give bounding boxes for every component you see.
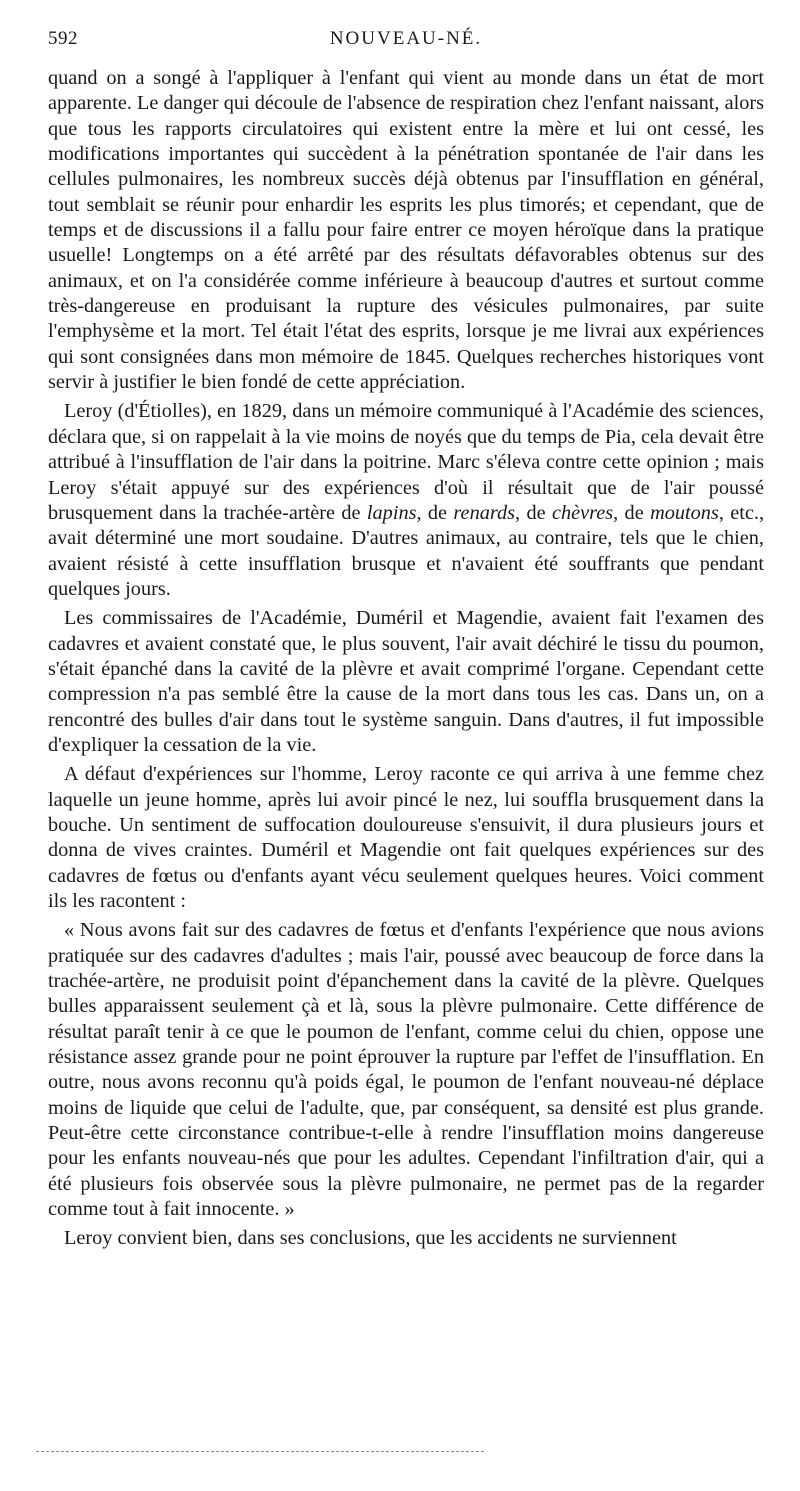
separator: , de xyxy=(515,501,552,524)
paragraph-continuation: quand on a songé à l'appliquer à l'enfant qui vient au monde dans un état de mort apparente. Le danger qui découle de l'absence de respiration chez l'enfant naissant, alors que tous les rapports circulatoires qui existent entre la mère et lui ont cessé, les modifications importantes qui succèdent à la pénétration spontanée de l'air dans les cellules pulmonaires, les nombreux succès déjà obtenus par l'insufflation en général, tout semblait se réunir pour enhardir les esprits les plus timorés; et cependant, que de temps et de discussions il a fallu pour faire entrer ce moyen héroïque dans la pratique usuelle! Longtemps on a été arrêté par des résultats défavorables obtenus sur des animaux, et on l'a considérée comme inférieure à beaucoup d'autres et surtout comme très-dangereuse en produisant la rupture des vésicules pulmonaires, par suite l'emphysème et la mort. Tel était l'état des esprits, lorsque je me livrai aux expériences qui sont consignées dans mon mémoire de 1845. Quelques recherches historiques vont servir à justifier le bien fondé de cette appréciation. xyxy=(48,67,764,394)
italic-term-chevres: chèvres xyxy=(551,501,614,524)
paragraph-leroy-1829 xyxy=(48,399,764,602)
paragraph-text: Leroy (d'Étiolles), en 1829, dans un mémoire communiqué à l'Académie des sciences, déclara que, si on rappelait à la vie moins de noyés que du temps de Pia, cela devait être attribué à l'insufflation de l'air dans la poitrine. Marc s'éleva contre cette opinion ; mais Leroy s'était appuyé sur des expériences d'où il résultait que de l'air poussé brusquement dans la trachée-artère de xyxy=(48,400,764,524)
paragraph-commissaires: Les commissaires de l'Académie, Duméril et Magendie, avaient fait l'examen des cadavres et avaient constaté que, le plus souvent, l'air avait déchiré le tissu du poumon, s'était épanché dans la cavité de la plèvre et avait comprimé l'organe. Cependant cette compression n'a pas semblé être la cause de la mort dans tous les cas. Dans un, on a rencontré des bulles d'air dans tout le système sanguin. Dans d'autres, il fut impossible d'expliquer la cessation de la vie. xyxy=(48,607,764,756)
italic-term-moutons: moutons xyxy=(650,501,719,524)
italic-term-lapins: lapins xyxy=(366,501,417,524)
italic-term-renards: renards xyxy=(453,501,516,524)
paragraph-quotation: « Nous avons fait sur des cadavres de fœtus et d'enfants l'expérience que nous avions pratiquée sur des cadavres d'adultes ; mais l'air, poussé avec beaucoup de force dans la trachée-artère, ne produisit point d'épanchement dans la cavité de la plèvre. Quelques bulles apparaissent seulement çà et là, sous la plèvre pulmonaire. Cette différence de résultat paraît tenir à ce que le poumon de l'enfant, comme celui du chien, oppose une résistance assez grande pour ne point éprouver la rupture par l'effet de l'insufflation. En outre, nous avons reconnu qu'à poids égal, le poumon de l'enfant nouveau-né déplace moins de liquide que celui de l'adulte, que, par conséquent, sa densité est plus grande. Peut-être cette circonstance contribue-t-elle à rendre l'insufflation moins dangereuse pour les enfants nouveau-nés que pour les adultes. Cependant l'infiltration d'air, qui a été plusieurs fois observée sous la plèvre pulmonaire, ne permet pas de la regarder comme tout à fait innocente. » xyxy=(48,919,764,1221)
separator: , de xyxy=(416,501,454,524)
page-header xyxy=(48,28,764,56)
separator: , de xyxy=(613,501,651,524)
footer-rule xyxy=(36,1451,484,1452)
paragraph-defaut-experiences: A défaut d'expériences sur l'homme, Leroy raconte ce qui arriva à une femme chez laquelle un jeune homme, après lui avoir pincé le nez, lui souffla brusquement dans la bouche. Un sentiment de suffocation douloureuse s'ensuivit, il dura plusieurs jours et donna de vives craintes. Duméril et Magendie ont fait quelques expériences sur des cadavres de fœtus ou d'enfants ayant vécu seulement quelques heures. Voici comment ils les racontent : xyxy=(48,763,764,912)
page-number: 592 xyxy=(48,28,78,49)
body-text xyxy=(48,66,764,1256)
paragraph-leroy-conclusions: Leroy convient bien, dans ses conclusions, que les accidents ne surviennent xyxy=(64,1227,677,1250)
paragraph-text: , etc., avait déterminé une mort soudaine. D'autres animaux, au contraire, tels que le chien, avaient résisté à cette insufflation brusque et n'avaient été souffrants que pendant quelques jours. xyxy=(48,501,765,600)
running-title: NOUVEAU-NÉ. xyxy=(329,28,483,49)
